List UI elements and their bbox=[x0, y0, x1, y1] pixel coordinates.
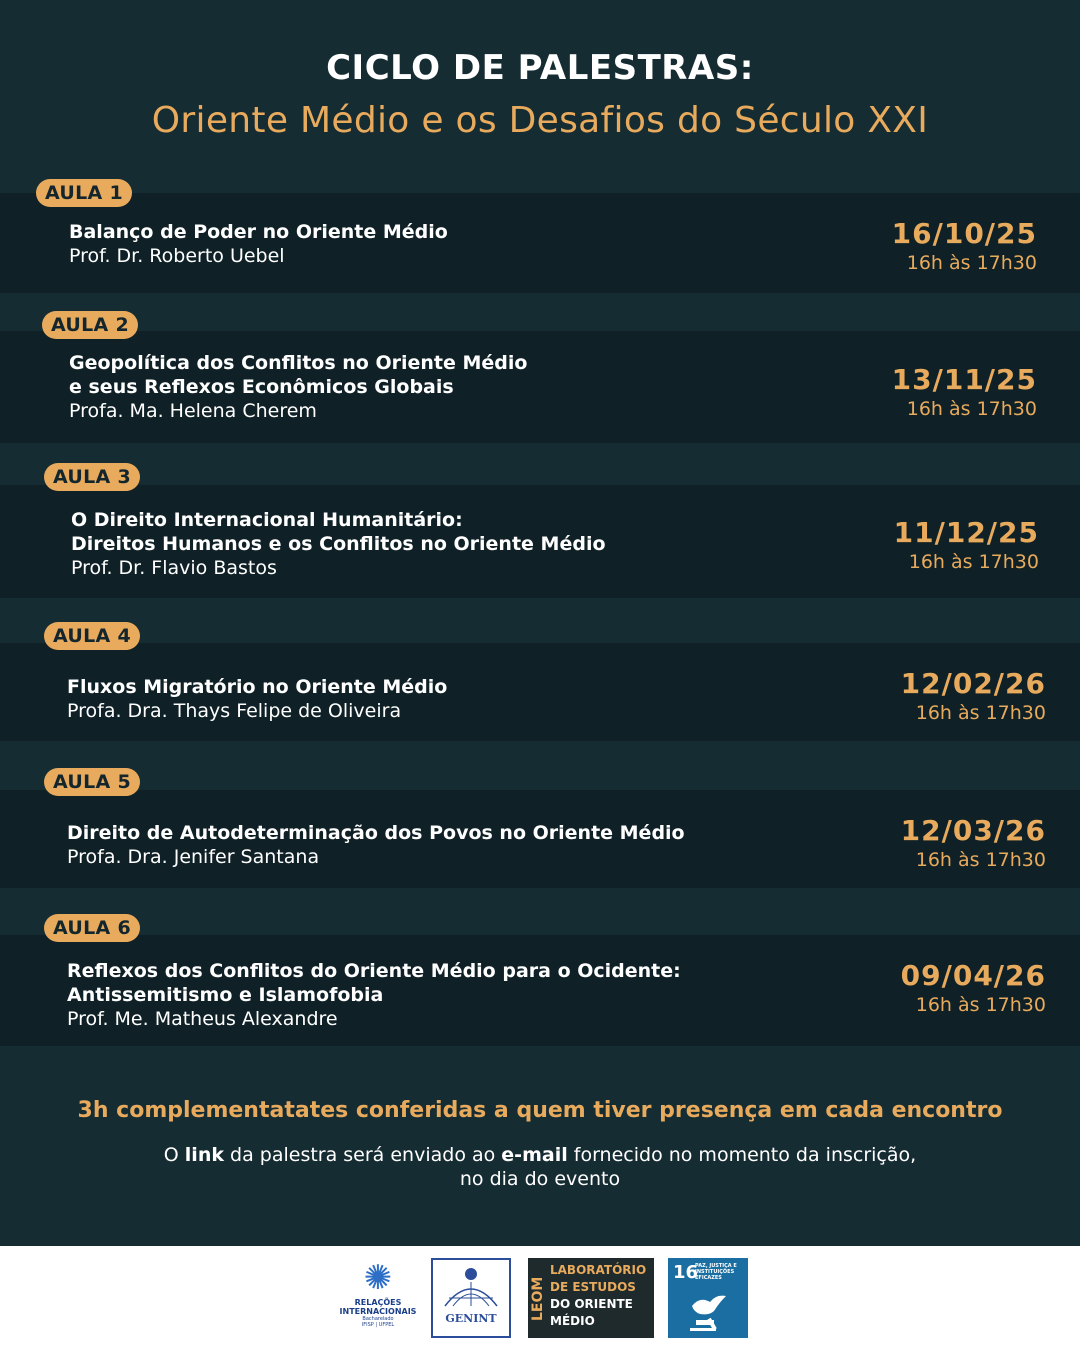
lecture-info bbox=[71, 508, 606, 580]
hours-highlight: 3h complementatates conferidas a quem tiver presença em cada encontro bbox=[77, 1098, 1003, 1123]
lecture-schedule bbox=[894, 516, 1039, 574]
lecture-info bbox=[67, 675, 447, 723]
info-link-word: link bbox=[184, 1144, 224, 1166]
lecture-title: e seus Reflexos Econômicos Globais bbox=[69, 376, 454, 398]
lecture-badge: AULA 1 bbox=[36, 179, 132, 207]
info-prefix: O bbox=[163, 1144, 185, 1166]
leom-line-2: DE ESTUDOS bbox=[550, 1280, 636, 1294]
leom-line-4: MÉDIO bbox=[550, 1314, 595, 1328]
dove-gavel-icon bbox=[686, 1292, 730, 1332]
lecture-title: O Direito Internacional Humanitário: bbox=[71, 509, 463, 531]
page-title: CICLO DE PALESTRAS: bbox=[326, 48, 754, 88]
globe-icon bbox=[441, 1264, 501, 1308]
lecture-info bbox=[67, 821, 685, 869]
lecture-info bbox=[67, 959, 681, 1031]
lecture-schedule bbox=[901, 667, 1046, 725]
info-email-word: e-mail bbox=[501, 1144, 568, 1166]
sdg-number: 16 bbox=[673, 1262, 699, 1283]
lecture-professor: Profa. Dra. Thays Felipe de Oliveira bbox=[67, 700, 402, 722]
lecture-date: 13/11/25 bbox=[891, 363, 1037, 396]
lecture-date: 16/10/25 bbox=[891, 217, 1037, 250]
lecture-time: 16h às 17h30 bbox=[908, 551, 1039, 573]
lecture-title: Direito de Autodeterminação dos Povos no Oriente Médio bbox=[67, 822, 685, 844]
lecture-date: 12/03/26 bbox=[900, 814, 1046, 847]
header bbox=[0, 48, 1080, 141]
sdg-16-logo bbox=[668, 1258, 748, 1338]
page-subtitle: Oriente Médio e os Desafios do Século XXI bbox=[151, 100, 929, 141]
lecture-date: 11/12/25 bbox=[893, 516, 1039, 549]
lecture-badge: AULA 3 bbox=[44, 463, 140, 491]
footer-note bbox=[0, 1098, 1080, 1191]
lecture-time: 16h às 17h30 bbox=[906, 252, 1037, 274]
leom-side-text: LEOM bbox=[530, 1276, 546, 1322]
lecture-professor: Profa. Dra. Jenifer Santana bbox=[67, 846, 320, 868]
relacoes-internacionais-logo bbox=[336, 1258, 420, 1338]
lecture-badge: AULA 4 bbox=[44, 622, 140, 650]
info-line-2: no dia do evento bbox=[459, 1168, 621, 1190]
lecture-schedule bbox=[892, 363, 1037, 421]
lecture-badge: AULA 5 bbox=[44, 768, 140, 796]
leom-logo bbox=[528, 1258, 654, 1338]
genint-logo-text: GENINT bbox=[445, 1312, 497, 1325]
lecture-title: Fluxos Migratório no Oriente Médio bbox=[67, 676, 448, 698]
leom-line-3: DO ORIENTE bbox=[550, 1297, 633, 1311]
lecture-badge: AULA 6 bbox=[44, 914, 140, 942]
ri-logo-line-3: Bacharelado bbox=[362, 1316, 394, 1322]
ri-logo-line-1: RELAÇÕES bbox=[354, 1298, 402, 1307]
lecture-title: Antissemitismo e Islamofobia bbox=[67, 984, 384, 1006]
lecture-info bbox=[69, 351, 527, 423]
lecture-time: 16h às 17h30 bbox=[915, 702, 1046, 724]
ri-logo-line-2: INTERNACIONAIS bbox=[339, 1307, 417, 1316]
lecture-date: 09/04/26 bbox=[900, 959, 1046, 992]
lecture-info bbox=[69, 220, 448, 268]
link-info bbox=[0, 1143, 1080, 1191]
lecture-schedule bbox=[892, 217, 1037, 275]
info-mid: da palestra será enviado ao bbox=[223, 1144, 502, 1166]
ri-logo-line-4: IFISP | UFPEL bbox=[361, 1322, 395, 1328]
lecture-title: Balanço de Poder no Oriente Médio bbox=[69, 221, 448, 243]
lecture-time: 16h às 17h30 bbox=[906, 398, 1037, 420]
genint-logo bbox=[431, 1258, 511, 1338]
info-suffix: fornecido no momento da inscrição, bbox=[567, 1144, 917, 1166]
lecture-time: 16h às 17h30 bbox=[915, 849, 1046, 871]
leom-line-1: LABORATÓRIO bbox=[550, 1263, 647, 1277]
sdg-text: PAZ, JUSTIÇA E INSTITUIÇÕES EFICAZES bbox=[695, 1263, 737, 1281]
lecture-title: Reflexos dos Conflitos do Oriente Médio para o Ocidente: bbox=[67, 960, 681, 982]
lecture-schedule bbox=[901, 959, 1046, 1017]
lecture-date: 12/02/26 bbox=[900, 667, 1046, 700]
lecture-time: 16h às 17h30 bbox=[915, 994, 1046, 1016]
compass-star-icon: ✺ bbox=[363, 1258, 393, 1298]
lecture-schedule bbox=[901, 814, 1046, 872]
lecture-professor: Profa. Ma. Helena Cherem bbox=[69, 400, 317, 422]
logos-strip bbox=[0, 1246, 1080, 1350]
lecture-professor: Prof. Dr. Roberto Uebel bbox=[69, 245, 285, 267]
lecture-title: Geopolítica dos Conflitos no Oriente Médio bbox=[69, 352, 528, 374]
lecture-badge: AULA 2 bbox=[42, 311, 138, 339]
lecture-professor: Prof. Me. Matheus Alexandre bbox=[67, 1008, 338, 1030]
lecture-professor: Prof. Dr. Flavio Bastos bbox=[71, 557, 277, 579]
lecture-title: Direitos Humanos e os Conflitos no Oriente Médio bbox=[71, 533, 606, 555]
